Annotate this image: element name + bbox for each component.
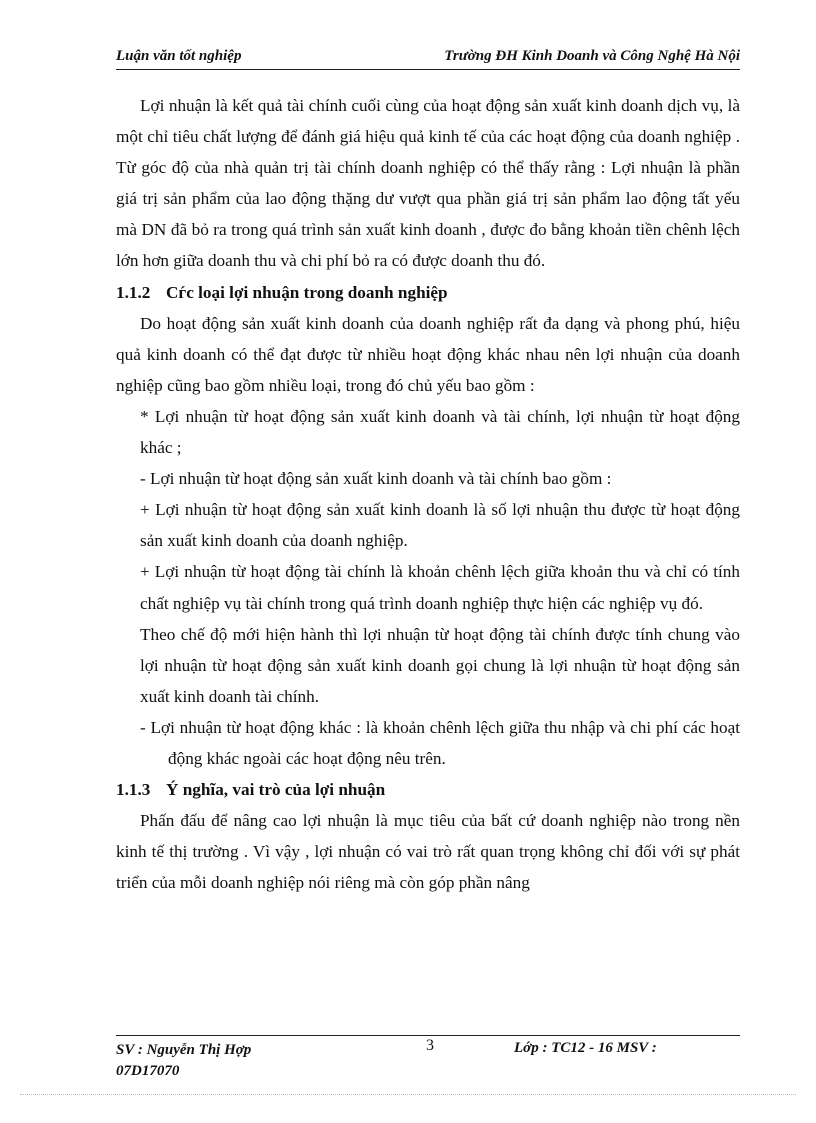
section-heading-1-1-2 (116, 277, 740, 308)
plus-item-1: + Lợi nhuận từ hoạt động sản xuất kinh doanh là số lợi nhuận thu được từ hoạt động sản xuất kinh doanh của doanh nghiệp. (140, 500, 740, 551)
section-number: 1.1.3 (116, 780, 151, 800)
section-heading-1-1-3 (116, 774, 740, 805)
section-number: 1.1.2 (116, 282, 151, 302)
footer-student: SV : Nguyễn Thị Hợp 07D17070 (116, 1042, 252, 1079)
page-number: 3 (426, 1037, 434, 1054)
section-title: Ý nghĩa, vai trò của lợi nhuận (166, 780, 386, 800)
page-boundary (20, 1094, 796, 1095)
header-thesis-label: Luận văn tốt nghiệp (116, 48, 242, 64)
header-divider (116, 69, 740, 70)
footer-divider (116, 1035, 740, 1036)
page-header (116, 48, 740, 65)
paragraph-role: Phấn đấu để nâng cao lợi nhuận là mục tiêu của bất cứ doanh nghiệp nào trong nền kinh tế thị trường . Vì vậy , lợi nhuận có vai trò rất quan trọng không chỉ đối với sự phát triển của mỗi doanh nghiệp nói riêng mà còn góp phần nâng (116, 811, 740, 893)
section-title: Cѓc loại lợi nhuận trong doanh nghiệp (166, 282, 448, 302)
paragraph-types-intro: Do hoạt động sản xuất kinh doanh của doanh nghiệp rất đa dạng và phong phú, hiệu quả kinh doanh có thể đạt được từ nhiều hoạt động khác nhau nên lợi nhuận của doanh nghiệp cũng bao gồm nhiều loại, trong đó chủ yếu bao gồm : (116, 313, 740, 395)
dash-item-2: - Lợi nhuận từ hoạt động khác : là khoản chênh lệch giữa thu nhập và chi phí các hoạt động khác ngoài các hoạt động nêu trên. (140, 717, 740, 768)
paragraph-definition: Lợi nhuận là kết quả tài chính cuối cùng của hoạt động sản xuất kinh doanh dịch vụ, là một chỉ tiêu chất lượng để đánh giá hiệu quả kinh tế của các hoạt động của doanh nghiệp . Từ góc độ của nhà quản trị tài chính doanh nghiệp có thể thấy rằng : Lợi nhuận là phần giá trị sản phẩm của lao động thặng dư vượt qua phần giá trị sản phẩm lao động tất yếu mà DN đã bỏ ra trong quá trình sản xuất kinh doanh , được đo bằng khoản tiền chênh lệch lớn hơn giữa doanh thu và chi phí bỏ ra có được doanh thu đó. (116, 96, 740, 271)
dash-item-1: - Lợi nhuận từ hoạt động sản xuất kinh doanh và tài chính bao gồm : (140, 469, 612, 489)
plus-item-2: + Lợi nhuận từ hoạt động tài chính là khoản chênh lệch giữa khoản thu và chỉ có tính chất nghiệp vụ tài chính trong quá trình doanh nghiệp thực hiện các nghiệp vụ đó. (140, 562, 740, 613)
document-body (116, 90, 740, 898)
bullet-star-item: * Lợi nhuận từ hoạt động sản xuất kinh doanh và tài chính, lợi nhuận từ hoạt động khác ; (140, 406, 740, 458)
paragraph-regulation: Theo chế độ mới hiện hành thì lợi nhuận từ hoạt động tài chính được tính chung vào lợi nhuận từ hoạt động sản xuất kinh doanh gọi chung là lợi nhuận từ hoạt động sản xuất kinh doanh tài chính. (140, 624, 740, 706)
footer-class-info: Lớp : TC12 - 16 MSV : (514, 1040, 657, 1056)
header-university: Trường ĐH Kinh Doanh và Công Nghệ Hà Nội (444, 48, 740, 64)
